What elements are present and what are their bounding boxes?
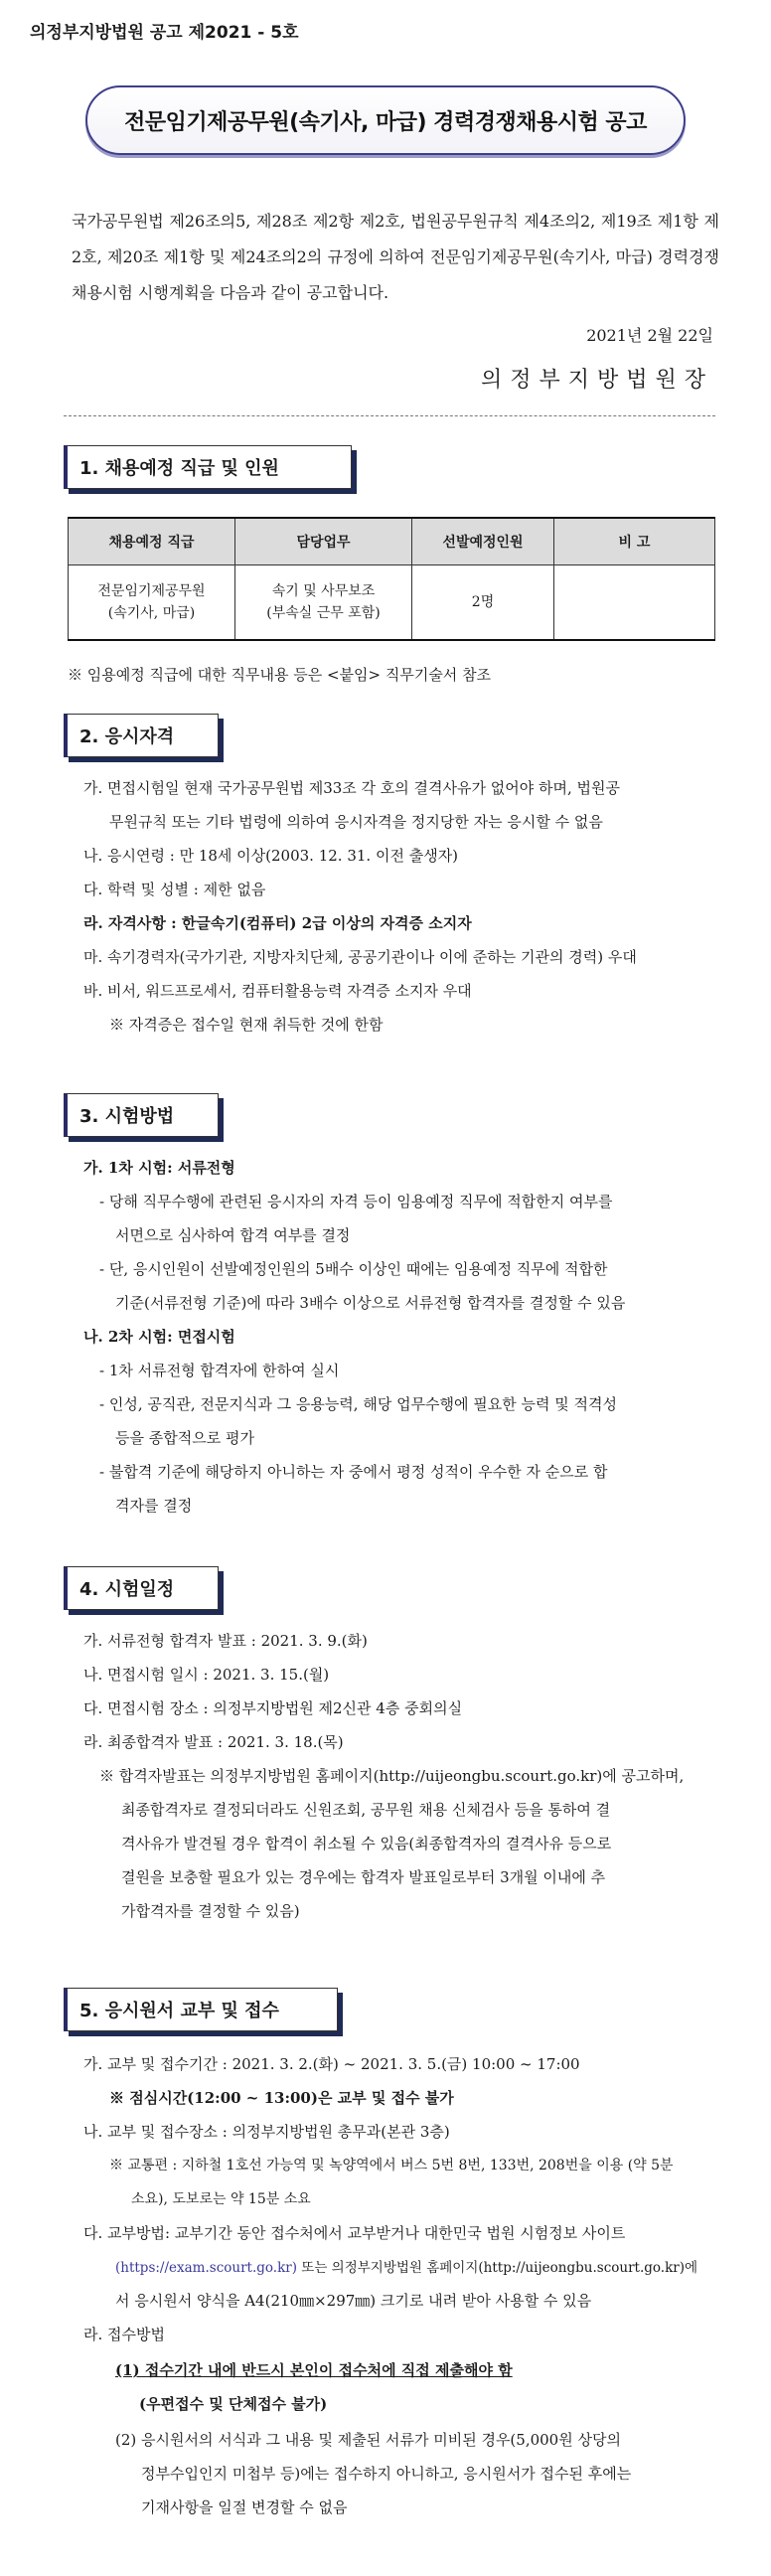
application-ga: 가. 교부 및 접수기간 : 2021. 3. 2.(화) ~ 2021. 3. 5.(금) 10:00 ~ 17:00 [83,2055,580,2073]
section-5-heading: 5. 응시원서 교부 및 접수 [64,1988,338,2031]
document-title: 전문임기제공무원(속기사, 마급) 경력경쟁채용시험 공고 [124,109,647,135]
qualification-ra: 라. 자격사항 : 한글속기(컴퓨터) 2급 이상의 자격증 소지자 [83,914,472,932]
dashed-divider [64,415,715,416]
intro-paragraph: 국가공무원법 제26조의5, 제28조 제2항 제2호, 법원공무원규칙 제4조의2, 제19조 제1항 제2호, 제20조 제1항 및 제24조의2의 규정에 의하여 전문임기제공무원(속기사, 마급) 경력경쟁채용시험 시행계획을 다음과 같이 공고합니다. [72,212,719,302]
qualification-da: 다. 학력 및 성별 : 제한 없음 [83,881,266,898]
section-2-heading: 2. 응시자격 [64,714,219,757]
table-row [69,565,715,641]
recruitment-table [68,517,715,641]
schedule-da: 다. 면접시험 장소 : 의정부지방법원 제2신관 4층 중회의실 [83,1699,463,1717]
qualification-ma: 마. 속기경력자(국가기관, 지방자치단체, 공공기관이나 이에 준하는 기관의 경력) 우대 [83,948,637,966]
application-ra-2b: 정부수입인지 미첩부 등)에는 접수하지 아니하고, 응시원서가 접수된 후에는 [141,2465,632,2483]
method-na-detail-1: - 1차 서류전형 합격자에 한하여 실시 [99,1362,340,1379]
issuer-name: 의정부지방법원장 [480,368,713,393]
method-na: 나. 2차 시험: 면접시험 [83,1328,235,1346]
application-da-1: 다. 교부방법: 교부기간 동안 접수처에서 교부받거나 대한민국 법원 시험정보 사이트 [83,2224,626,2242]
section-3-heading: 3. 시험방법 [64,1093,219,1137]
schedule-ga: 가. 서류전형 합격자 발표 : 2021. 3. 9.(화) [83,1632,368,1650]
header-cell: 비 고 [554,518,715,565]
method-na-detail-3b: 격자를 결정 [115,1497,193,1515]
qualification-ga-1: 가. 면접시험일 현재 국가공무원법 제33조 각 호의 결격사유가 없어야 하며, 법원공 [83,779,620,797]
remark-cell [554,565,715,641]
duty-cell: 속기 및 사무보조 (부속실 근무 포함) [235,565,412,641]
exam-site-link[interactable]: (https://exam.scourt.go.kr) [115,2260,297,2276]
schedule-note-5: 가합격자를 결정할 수 있음) [121,1902,300,1920]
method-ga: 가. 1차 시험: 서류전형 [83,1159,235,1177]
application-ra-2a: (2) 응시원서의 서식과 그 내용 및 제출된 서류가 미비된 경우(5,000원 상당의 [115,2431,621,2449]
application-na: 나. 교부 및 접수장소 : 의정부지방법원 총무과(본관 3층) [83,2123,450,2141]
header-cell: 담당업무 [235,518,412,565]
schedule-note-4: 결원을 보충할 필요가 있는 경우에는 합격자 발표일로부터 3개월 이내에 추 [121,1868,606,1886]
application-ga-note: ※ 점심시간(12:00 ~ 13:00)은 교부 및 접수 불가 [109,2089,454,2107]
application-da-3: 서 응시원서 양식을 A4(210㎜×297㎜) 크기로 내려 받아 사용할 수 있음 [115,2292,592,2310]
method-ga-detail-1b: 서면으로 심사하여 합격 여부를 결정 [115,1226,351,1244]
qualification-ba: 바. 비서, 워드프로세서, 컴퓨터활용능력 자격증 소지자 우대 [83,982,472,1000]
qualification-ga-2: 무원규칙 또는 기타 법령에 의하여 응시자격을 정지당한 자는 응시할 수 없음 [109,813,603,831]
application-ra: 라. 접수방법 [83,2326,165,2343]
application-da-2-text: 또는 의정부지방법원 홈페이지(http://uijeongbu.scourt.go.kr)에 [296,2260,698,2276]
header-cell: 선발예정인원 [412,518,554,565]
header-cell: 채용예정 직급 [69,518,235,565]
section-1-note: ※ 임용예정 직급에 대한 직무내용 등은 <붙임> 직무기술서 참조 [68,666,492,684]
schedule-ra: 라. 최종합격자 발표 : 2021. 3. 18.(목) [83,1733,344,1751]
notice-number: 의정부지방법원 공고 제2021 - 5호 [30,23,299,43]
announcement-date: 2021년 2월 22일 [586,326,713,345]
schedule-note-1: ※ 합격자발표는 의정부지방법원 홈페이지(http://uijeongbu.scourt.go.kr)에 공고하며, [99,1767,685,1785]
method-ga-detail-2a: - 단, 응시인원이 선발예정인원의 5배수 이상인 때에는 임용예정 직무에 적합한 [99,1260,608,1278]
schedule-note-2: 최종합격자로 결정되더라도 신원조회, 공무원 채용 신체검사 등을 통하여 결 [121,1801,611,1819]
application-da-2 [115,2256,697,2276]
section-4-heading: 4. 시험일정 [64,1566,219,1610]
application-ra-1a: (1) 접수기간 내에 반드시 본인이 접수처에 직접 제출해야 함 [115,2361,513,2379]
section-1-heading: 1. 채용예정 직급 및 인원 [64,445,352,489]
method-ga-detail-2b: 기준(서류전형 기준)에 따라 3배수 이상으로 서류전형 합격자를 결정할 수 있음 [115,1294,626,1312]
method-na-detail-3a: - 불합격 기준에 해당하지 아니하는 자 중에서 평정 성적이 우수한 자 순으로 합 [99,1463,608,1481]
table-header-row [69,518,715,565]
application-na-note-1: ※ 교통편 : 지하철 1호선 가능역 및 녹양역에서 버스 5번 8번, 133번, 208번을 이용 (약 5분 [109,2158,674,2174]
schedule-na: 나. 면접시험 일시 : 2021. 3. 15.(월) [83,1666,330,1684]
qualification-note: ※ 자격증은 접수일 현재 취득한 것에 한함 [109,1016,384,1034]
qualification-na: 나. 응시연령 : 만 18세 이상(2003. 12. 31. 이전 출생자) [83,847,459,865]
method-na-detail-2b: 등을 종합적으로 평가 [115,1429,254,1447]
method-ga-detail-1a: - 당해 직무수행에 관련된 응시자의 자격 등이 임용예정 직무에 적합한지 여부를 [99,1193,613,1210]
application-ra-1b: (우편접수 및 단체접수 불가) [139,2395,328,2413]
method-na-detail-2a: - 인성, 공직관, 전문지식과 그 응용능력, 해당 업무수행에 필요한 능력 및 적격성 [99,1395,618,1413]
position-cell: 전문임기제공무원 (속기사, 마급) [69,565,235,641]
title-banner [85,85,686,155]
application-ra-2c: 기재사항을 일절 변경할 수 없음 [141,2498,348,2516]
application-na-note-2: 소요), 도보로는 약 15분 소요 [131,2191,311,2207]
schedule-note-3: 격사유가 발견될 경우 합격이 취소될 수 있음(최종합격자의 결격사유 등으로 [121,1835,612,1852]
count-cell: 2명 [412,565,554,641]
